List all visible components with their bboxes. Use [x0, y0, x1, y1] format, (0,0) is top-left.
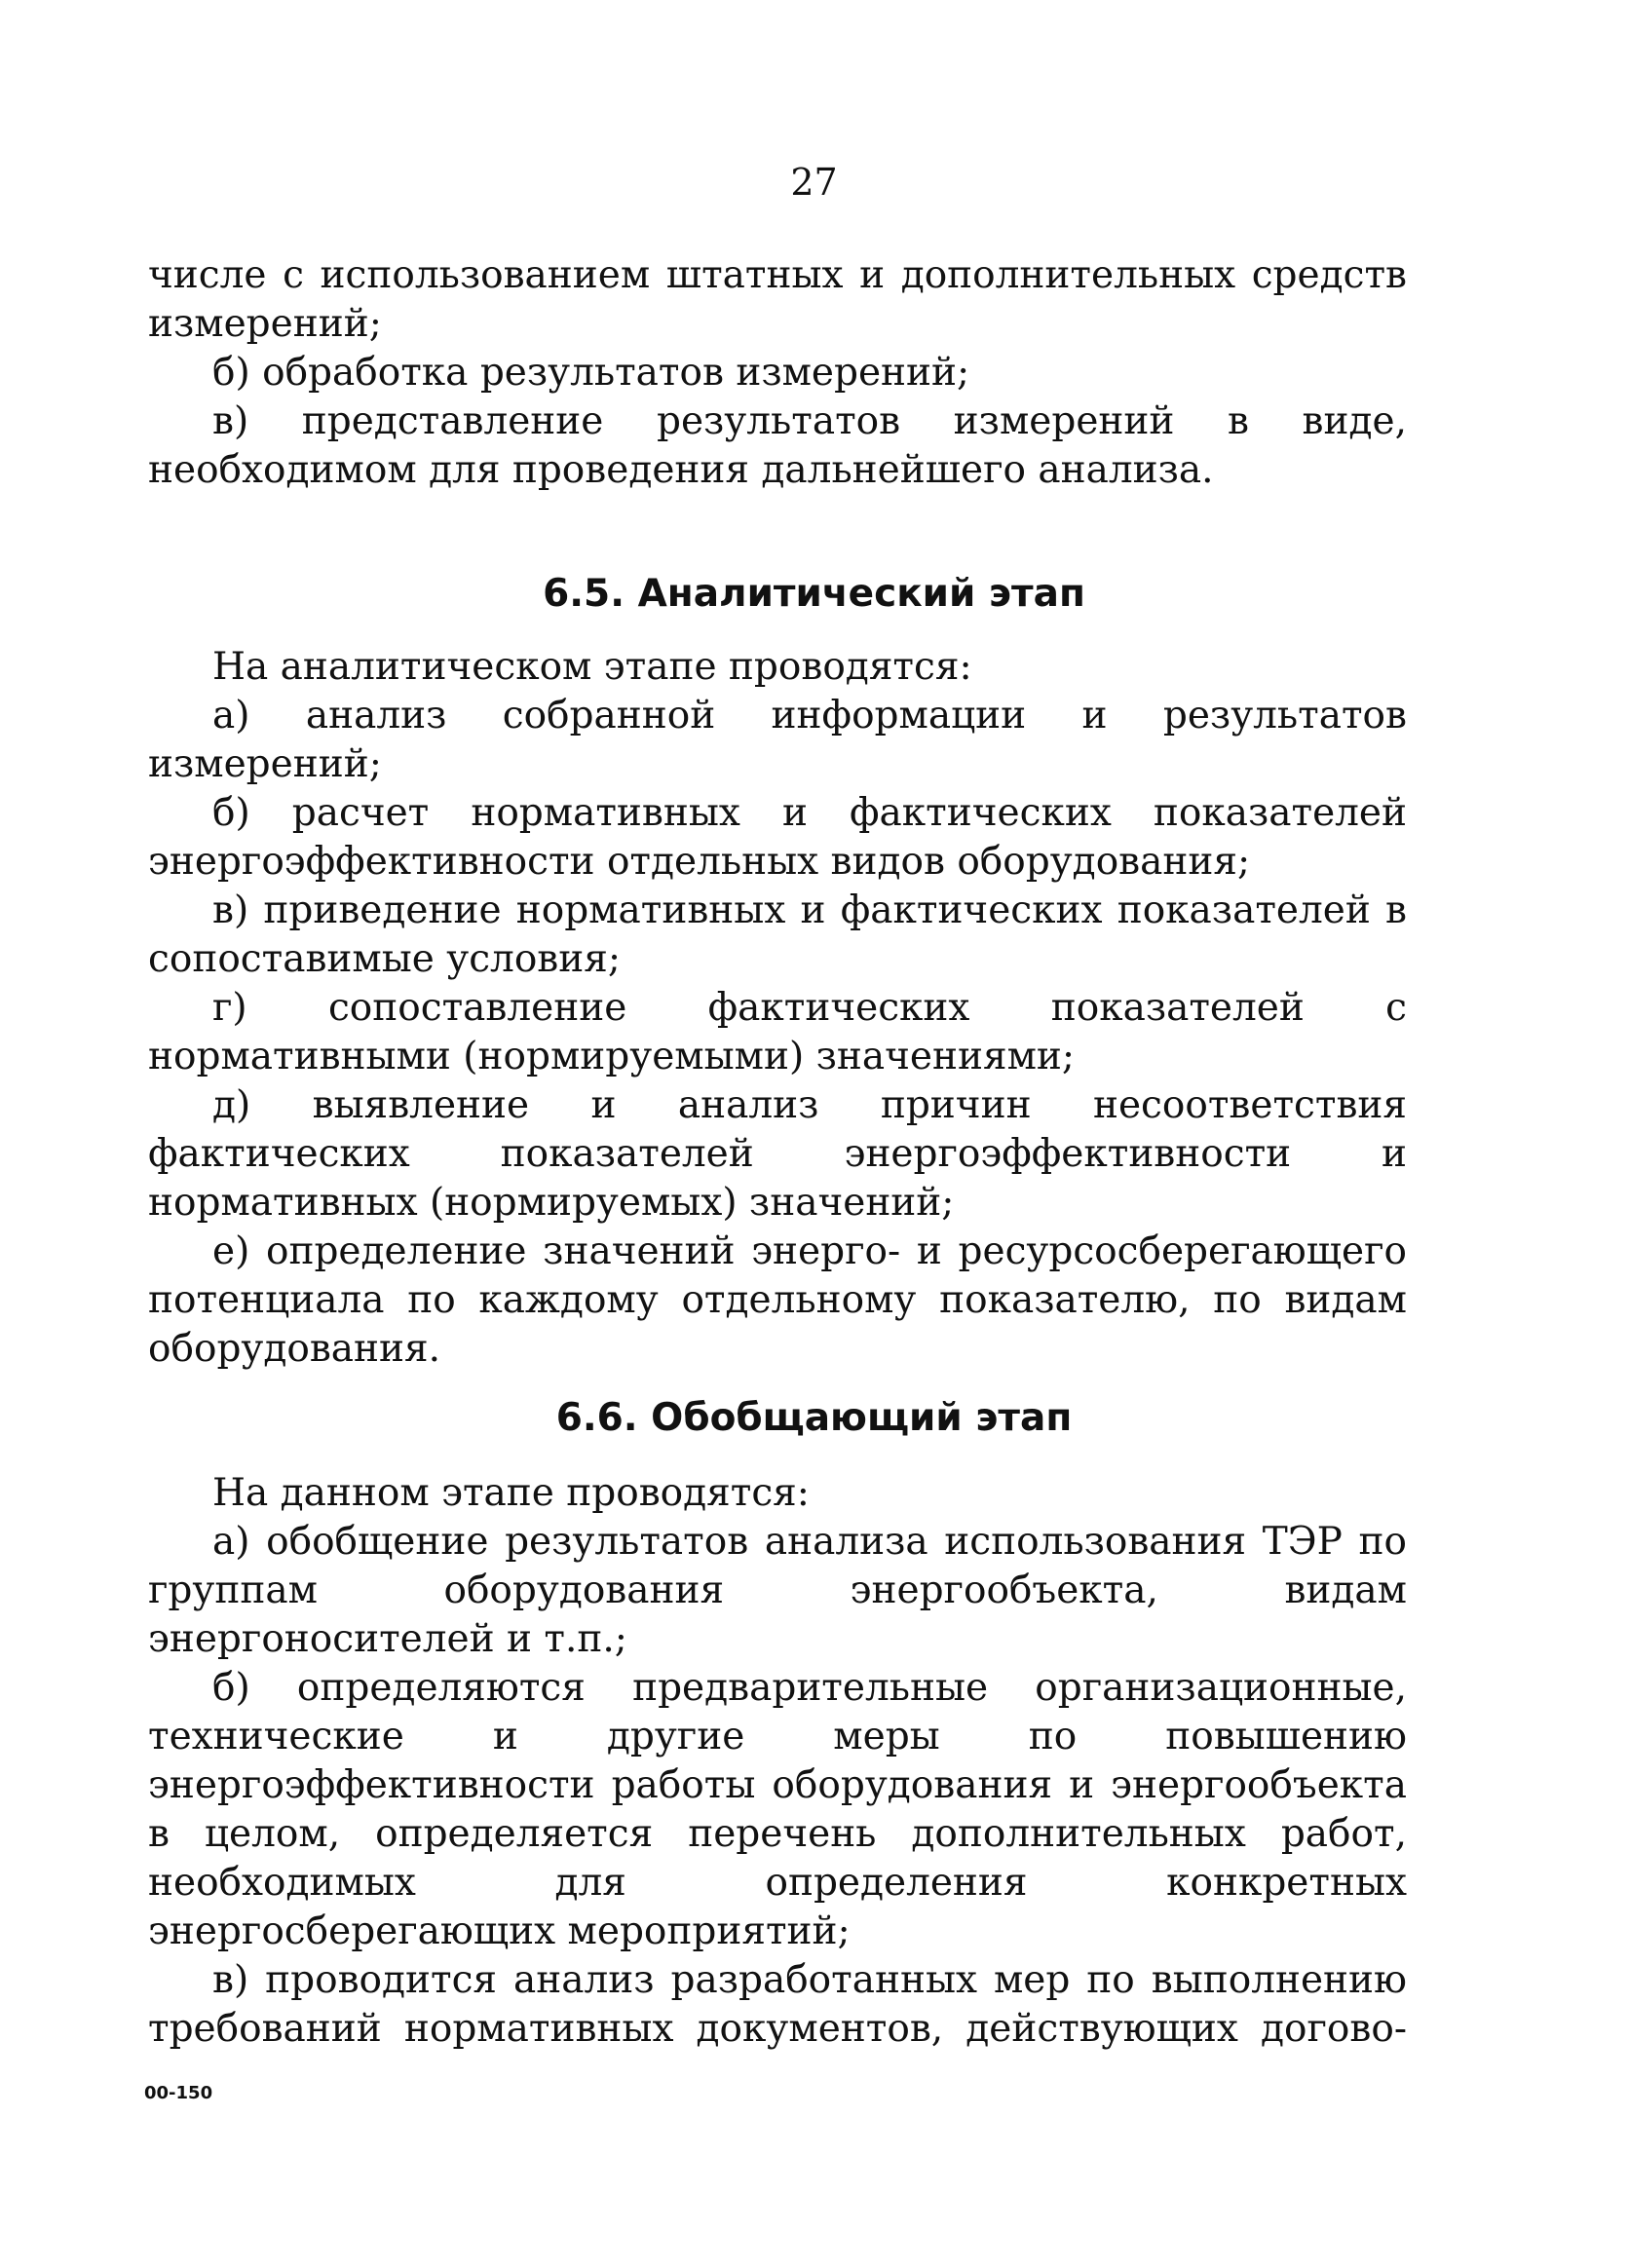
- list-item: в) проводится анализ разработанных мер по выполнению требований нормативных документов, действующих догово-: [148, 1958, 1407, 2051]
- list-item: а) обобщение результатов анализа использования ТЭР по группам оборудования энергообъекта, видам энергоносителей и т.п.;: [148, 1520, 1407, 1661]
- list-item: е) определение значений энерго- и ресурсосберегающего потенциала по каждому отдельному показателю, по видам оборудования.: [148, 1229, 1407, 1371]
- list-item: б) обработка результатов измерений;: [212, 351, 970, 395]
- previous-section-text: [148, 251, 1407, 495]
- continuation-paragraph: числе с использованием штатных и дополнительных средств измерений;: [148, 253, 1407, 346]
- list-item: д) выявление и анализ причин несоответствия фактических показателей энергоэффективности и нормативных (нормируемых) значений;: [148, 1083, 1407, 1225]
- list-item: а) анализ собранной информации и результатов измерений;: [148, 694, 1407, 786]
- section-intro: На данном этапе проводятся:: [212, 1471, 810, 1515]
- footer-code: 00-150: [144, 2083, 213, 2103]
- section-heading-6-5: 6.5. Аналитический этап: [543, 572, 1085, 616]
- list-item: б) расчет нормативных и фактических показателей энергоэффективности отдельных видов оборудования;: [148, 791, 1407, 884]
- section-6-6-text: [148, 1469, 1407, 2054]
- page-number: 27: [790, 161, 838, 204]
- section-heading-6-6: 6.6. Обобщающий этап: [555, 1396, 1073, 1440]
- list-item: в) приведение нормативных и фактических показателей в сопоставимые условия;: [148, 888, 1407, 981]
- list-item: в) представление результатов измерений в виде, необходимом для проведения дальнейшего анализа.: [148, 399, 1407, 492]
- section-6-5-text: [148, 643, 1407, 1374]
- section-intro: На аналитическом этапе проводятся:: [212, 645, 972, 689]
- list-item: г) сопоставление фактических показателей с нормативными (нормируемыми) значениями;: [148, 986, 1407, 1078]
- list-item: б) определяются предварительные организационные, технические и другие меры по повышению энергоэффективности работы оборудования и энергообъекта в целом, определяется перечень дополнительных работ, необходимых для определения конкретных энергосберегающих мероприятий;: [148, 1666, 1407, 1953]
